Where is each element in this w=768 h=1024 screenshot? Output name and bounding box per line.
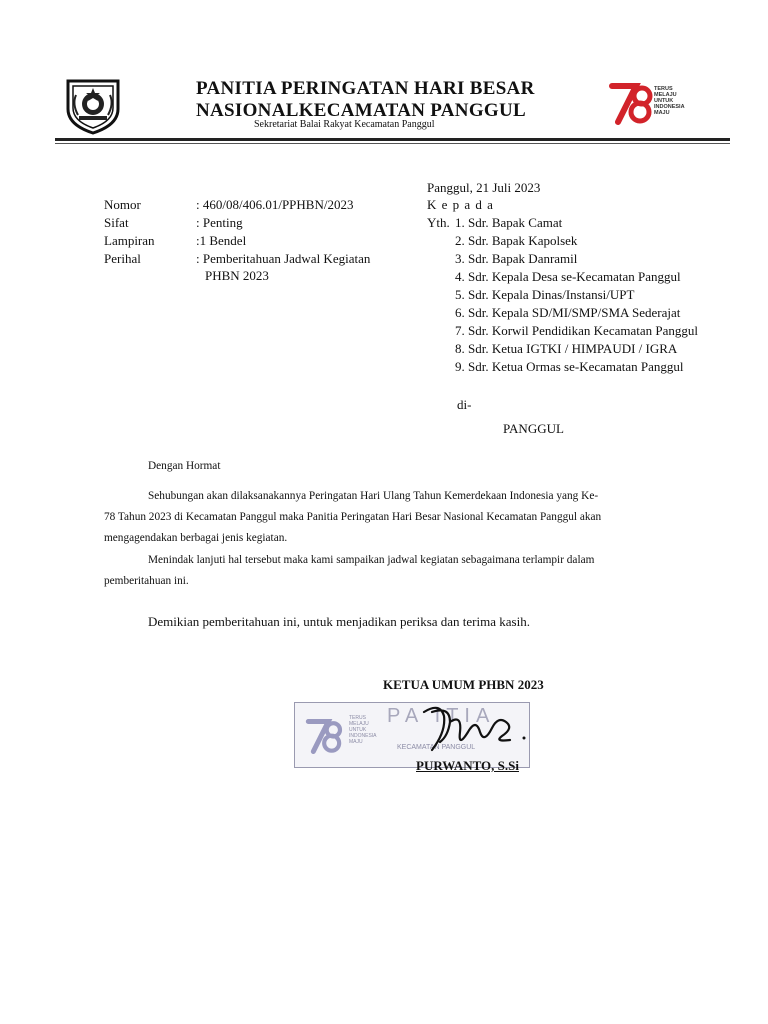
stamp-title: PA ITIA — [387, 705, 496, 727]
logo-tagline-5: MAJU — [654, 110, 670, 116]
logo-tagline — [654, 86, 685, 116]
stamp-tagline-2: MELAJU — [349, 721, 369, 727]
stamp-78-logo-icon — [305, 711, 345, 757]
sifat-label: Sifat — [104, 215, 129, 230]
signatory-name: PURWANTO, S.Si — [416, 758, 519, 773]
lampiran-value: :1 Bendel — [196, 233, 247, 248]
recipient-item: 6. Sdr. Kepala SD/MI/SMP/SMA Sederajat — [455, 305, 681, 320]
signatory-title: KETUA UMUM PHBN 2023 — [383, 677, 544, 692]
stamp-tagline-5: MAJU — [349, 739, 363, 745]
handwritten-signature-icon — [410, 692, 530, 762]
stamp-tagline-3: UNTUK — [349, 727, 367, 733]
hut-78-logo-icon — [608, 76, 656, 126]
salutation: Dengan Hormat — [148, 460, 221, 472]
paragraph-2-line-1: Menindak lanjuti hal tersebut maka kami sampaikan jadwal kegiatan sebagaimana terlampir dalam — [148, 554, 595, 566]
letter-date: Panggul, 21 Juli 2023 — [427, 180, 541, 195]
recipient-item: 9. Sdr. Ketua Ormas se-Kecamatan Panggul — [455, 359, 684, 374]
perihal-value-cont: PHBN 2023 — [205, 268, 269, 283]
yth-label: Yth. — [427, 215, 450, 230]
recipient-item: 4. Sdr. Kepala Desa se-Kecamatan Panggul — [455, 269, 681, 284]
recipient-item: 5. Sdr. Kepala Dinas/Instansi/UPT — [455, 287, 635, 302]
destination-place: PANGGUL — [503, 421, 564, 436]
paragraph-1-line-3: mengagendakan berbagai jenis kegiatan. — [104, 532, 288, 544]
letterhead-title-line2: NASIONALKECAMATAN PANGGUL — [196, 100, 526, 121]
logo-tagline-3: UNTUK — [654, 98, 674, 104]
stamp-tagline-1: TERUS — [349, 715, 366, 721]
di-label: di- — [457, 397, 472, 412]
letterhead-subtitle: Sekretariat Balai Rakyat Kecamatan Panggul — [254, 119, 435, 130]
recipient-item: 7. Sdr. Korwil Pendidikan Kecamatan Panggul — [455, 323, 698, 338]
nomor-value: : 460/08/406.01/PPHBN/2023 — [196, 197, 354, 212]
perihal-label: Perihal — [104, 251, 141, 266]
closing-sentence: Demikian pemberitahuan ini, untuk menjadikan periksa dan terima kasih. — [148, 614, 530, 629]
paragraph-1-line-2: 78 Tahun 2023 di Kecamatan Panggul maka Panitia Peringatan Hari Besar Nasional Kecamatan Panggul akan — [104, 511, 602, 523]
kepada-label: K e p a d a — [427, 197, 494, 212]
logo-tagline-2: MELAJU — [654, 92, 677, 98]
header-divider-thin — [55, 143, 730, 144]
logo-tagline-4: INDONESIA — [654, 104, 685, 110]
stamp-tagline — [349, 715, 377, 745]
recipient-item: 8. Sdr. Ketua IGTKI / HIMPAUDI / IGRA — [455, 341, 678, 356]
paragraph-1-line-1: Sehubungan akan dilaksanakannya Peringatan Hari Ulang Tahun Kemerdekaan Indonesia yang Ke- — [148, 490, 599, 502]
stamp-tagline-4: INDONESIA — [349, 733, 377, 739]
paragraph-2-line-2: pemberitahuan ini. — [104, 575, 189, 587]
regency-emblem-icon — [62, 73, 124, 135]
regency-emblem — [62, 73, 124, 135]
lampiran-label: Lampiran — [104, 233, 155, 248]
sifat-value: : Penting — [196, 215, 243, 230]
nomor-label: Nomor — [104, 197, 141, 212]
recipient-item: 3. Sdr. Bapak Danramil — [455, 251, 578, 266]
letterhead-title — [196, 78, 596, 122]
header-divider-thick — [55, 138, 730, 141]
letterhead-title-line1: PANITIA PERINGATAN HARI BESAR — [196, 78, 535, 99]
hut-ri-78-logo — [608, 76, 704, 126]
stamp-lower-text: KECAMATAN PANGGUL — [397, 744, 476, 751]
recipient-item: 1. Sdr. Bapak Camat — [455, 215, 563, 230]
logo-tagline-1: TERUS — [654, 86, 673, 92]
recipient-item: 2. Sdr. Bapak Kapolsek — [455, 233, 578, 248]
perihal-value: : Pemberitahuan Jadwal Kegiatan — [196, 251, 371, 266]
